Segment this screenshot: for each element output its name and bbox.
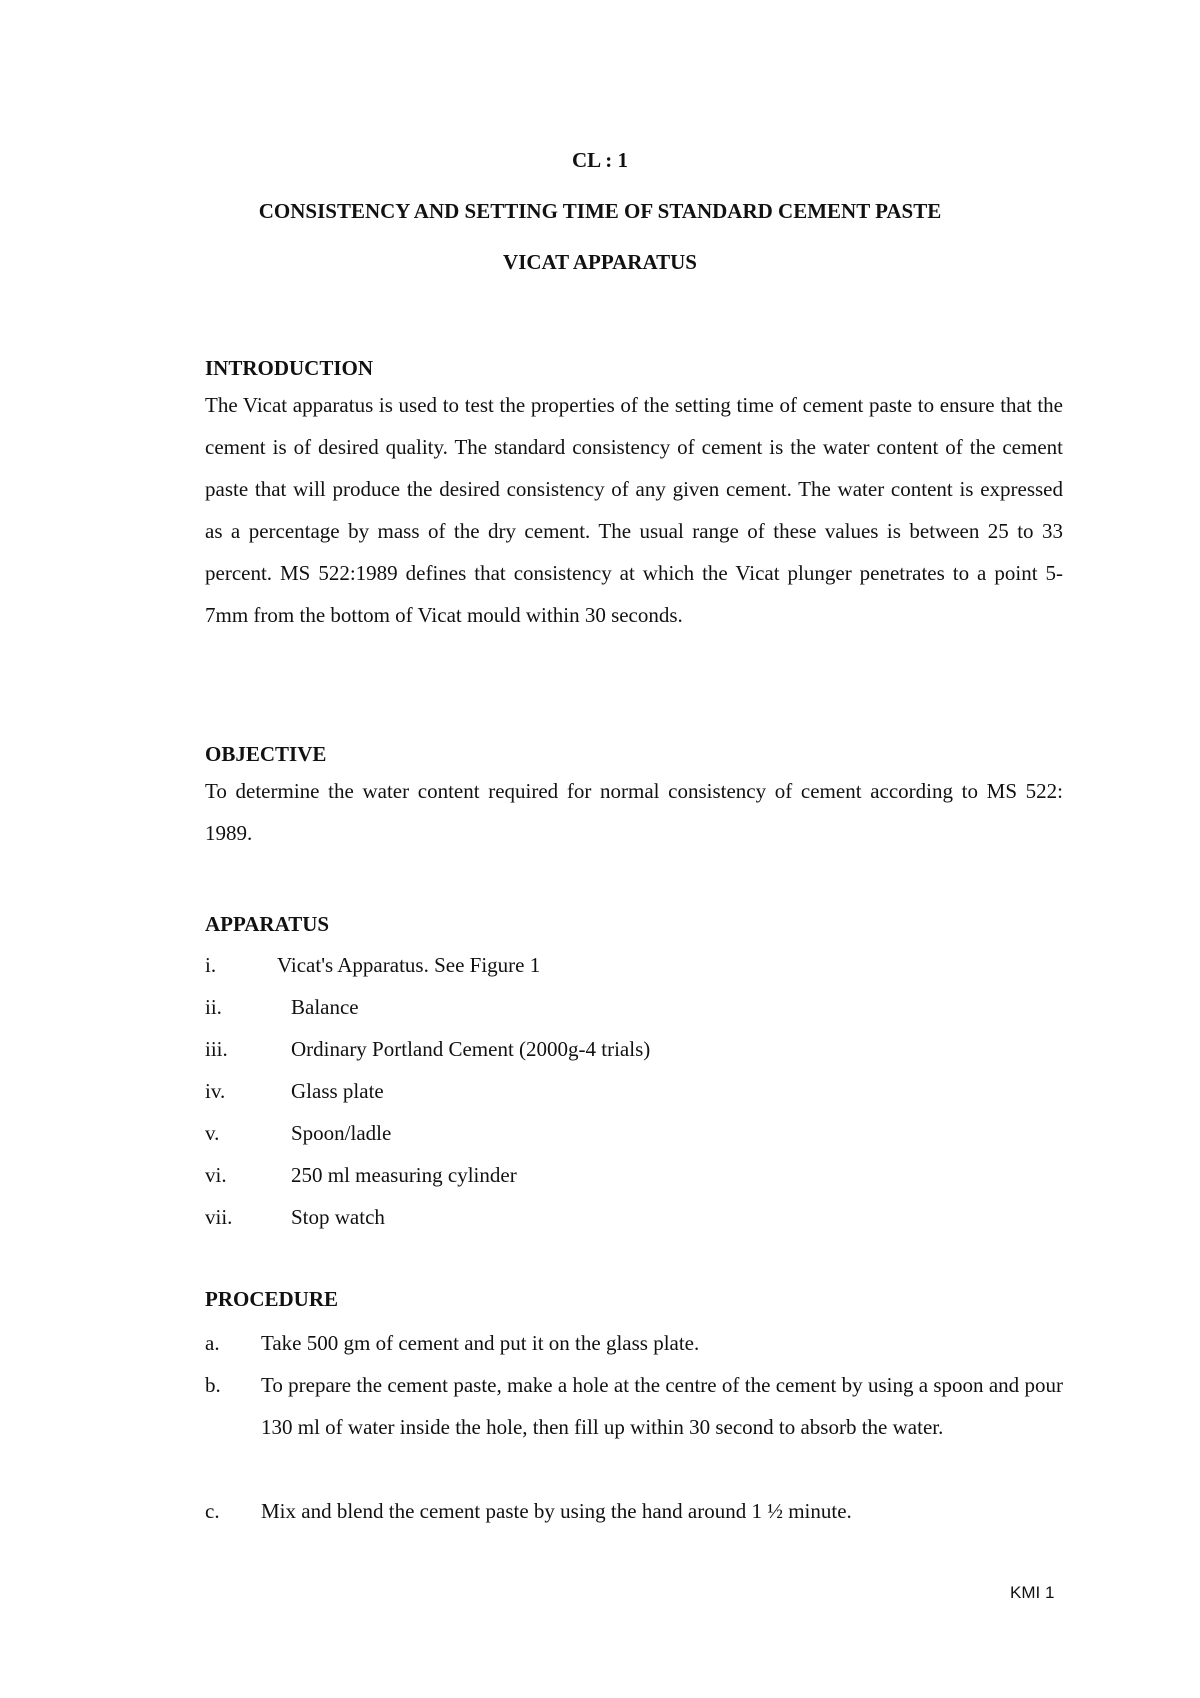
- apparatus-item-text: Balance: [291, 995, 359, 1019]
- page-footer: KMI 1: [1010, 1583, 1055, 1602]
- procedure-step-text: To prepare the cement paste, make a hole at the centre of the cement by using a spoon and pour 130 ml of water inside the hole, then fill up within 30 second to absorb the water.: [261, 1373, 1063, 1439]
- document-title: CONSISTENCY AND SETTING TIME OF STANDARD CEMENT PASTE: [258, 199, 942, 223]
- procedure-step-text: Mix and blend the cement paste by using the hand around 1 ½ minute.: [261, 1499, 852, 1523]
- procedure-heading: PROCEDURE: [205, 1287, 339, 1311]
- apparatus-item-text: Stop watch: [291, 1205, 385, 1229]
- apparatus-item-number: ii.: [205, 995, 222, 1019]
- apparatus-item-text: 250 ml measuring cylinder: [291, 1163, 517, 1187]
- introduction-heading: INTRODUCTION: [205, 356, 374, 380]
- procedure-step-letter: a.: [205, 1331, 220, 1355]
- apparatus-item-text: Vicat's Apparatus. See Figure 1: [277, 953, 541, 977]
- apparatus-heading: APPARATUS: [205, 912, 330, 936]
- document-subtitle: VICAT APPARATUS: [503, 250, 697, 274]
- procedure-step-letter: c.: [205, 1499, 220, 1523]
- apparatus-item-number: vii.: [205, 1205, 233, 1229]
- apparatus-item-number: iv.: [205, 1079, 226, 1103]
- objective-heading: OBJECTIVE: [205, 742, 327, 766]
- procedure-step-text: Take 500 gm of cement and put it on the glass plate.: [261, 1331, 700, 1355]
- document-code: CL : 1: [571, 148, 628, 172]
- apparatus-item-text: Ordinary Portland Cement (2000g-4 trials): [291, 1037, 651, 1061]
- objective-text: To determine the water content required for normal consistency of cement according to MS 522: 1989.: [205, 779, 1063, 845]
- apparatus-item-text: Glass plate: [291, 1079, 384, 1103]
- apparatus-item-number: v.: [205, 1121, 220, 1145]
- introduction-text: The Vicat apparatus is used to test the properties of the setting time of cement paste to ensure that the cement is of desired quality. The standard consistency of cement is the water content of the cement paste that will produce the desired consistency of any given cement. The water content is expressed as a percentage by mass of the dry cement. The usual range of these values is between 25 to 33 percent. MS 522:1989 defines that consistency at which the Vicat plunger penetrates to a point 5-7mm from the bottom of Vicat mould within 30 seconds.: [205, 393, 1063, 627]
- apparatus-item-number: iii.: [205, 1037, 228, 1061]
- procedure-step-letter: b.: [205, 1373, 221, 1397]
- apparatus-item-number: i.: [205, 953, 217, 977]
- apparatus-item-number: vi.: [205, 1163, 227, 1187]
- apparatus-item-text: Spoon/ladle: [291, 1121, 392, 1145]
